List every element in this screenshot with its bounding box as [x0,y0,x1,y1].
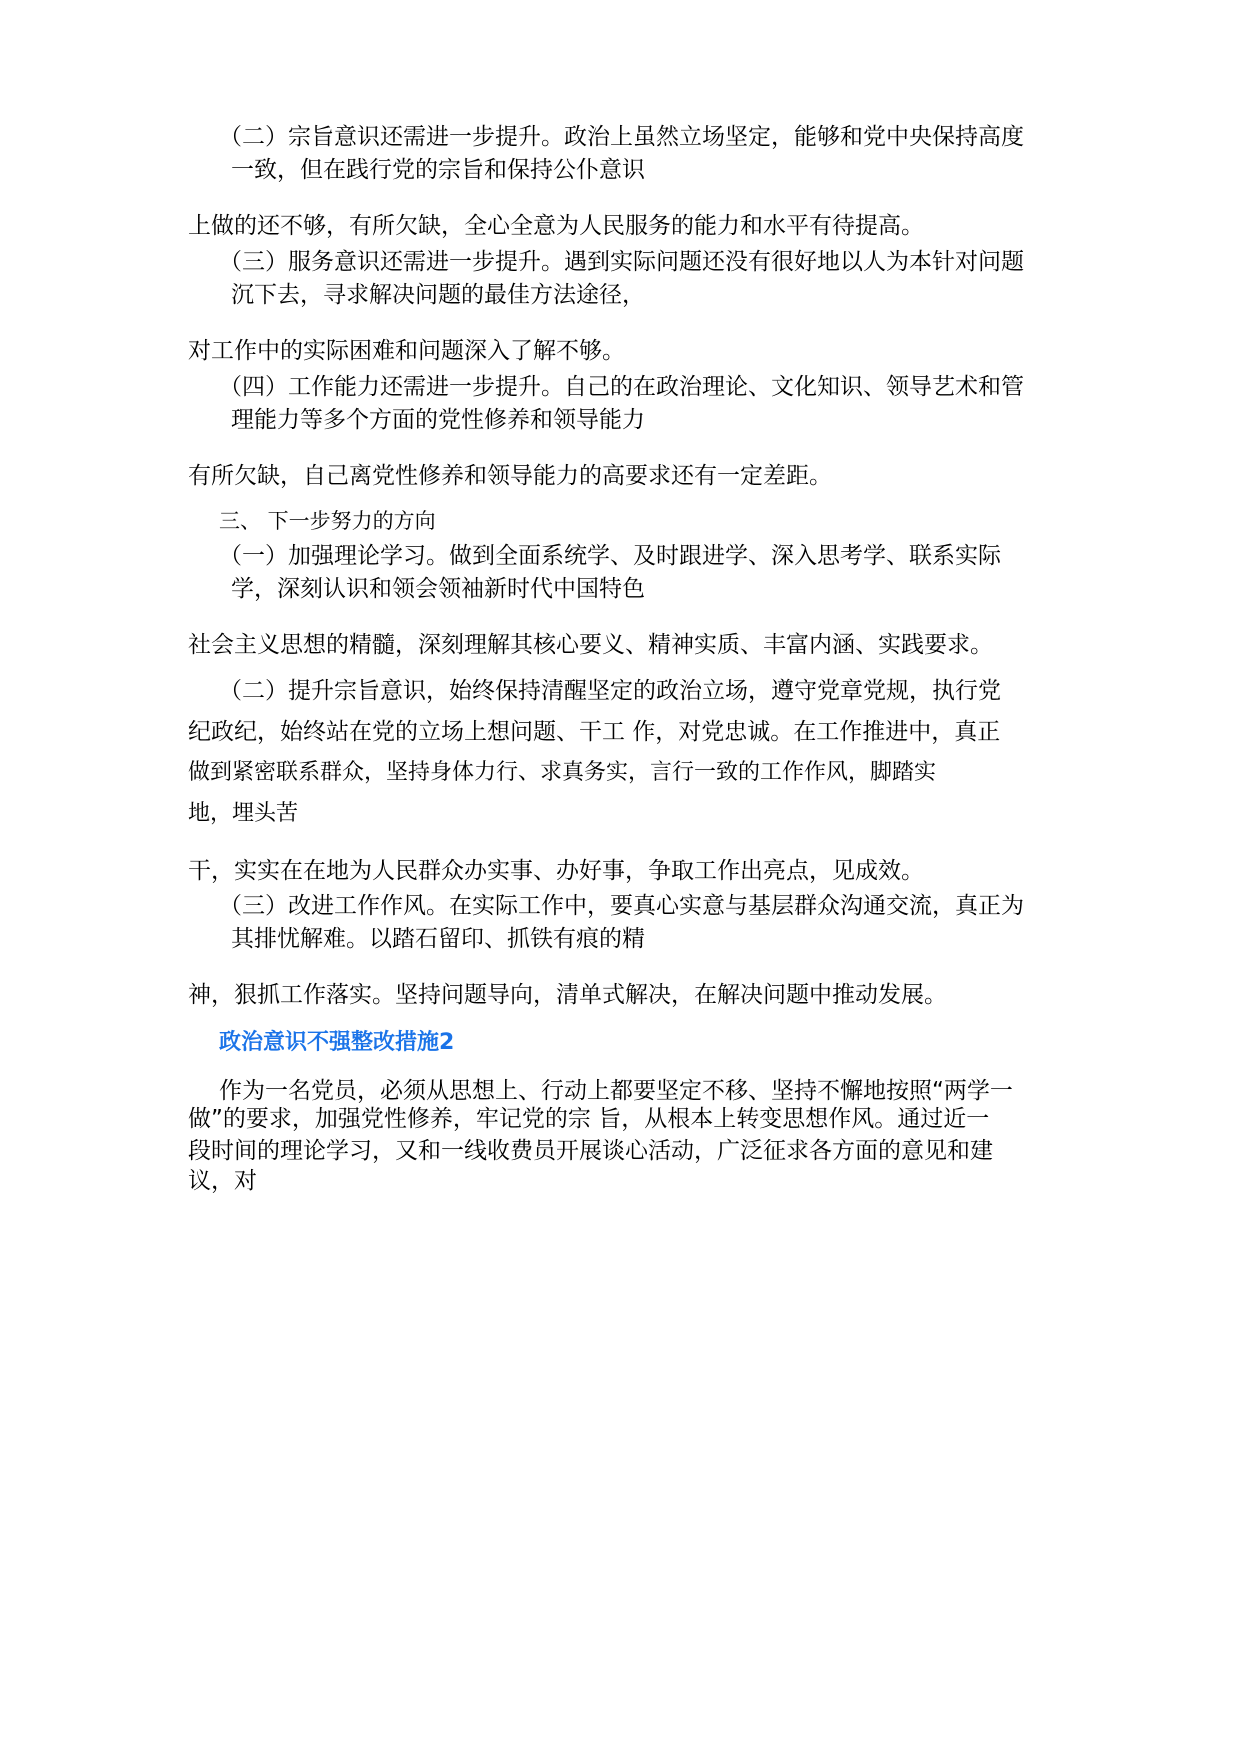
paragraph-line: 做”的要求，加强党性修养，牢记党的宗 旨，从根本上转变思想作风。通过近一 [188,1106,990,1132]
paragraph-line: 作为一名党员，必须从思想上、行动上都要坚定不移、坚持不懈地按照“两学一 [219,1078,1013,1104]
paragraph-line: 一致，但在践行党的宗旨和保持公仆意识 [231,157,645,183]
paragraph-line: 对工作中的实际困难和问题深入了解不够。 [188,338,625,364]
paragraph-line: 学，深刻认识和领会领袖新时代中国特色 [231,576,645,602]
paragraph-line: 社会主义思想的精髓，深刻理解其核心要义、精神实质、丰富内涵、实践要求。 [188,632,993,658]
paragraph-line: 理能力等多个方面的党性修养和领导能力 [231,407,645,433]
paragraph-line: 议，对 [188,1168,257,1194]
paragraph-line: 上做的还不够，有所欠缺，全心全意为人民服务的能力和水平有待提高。 [188,213,924,239]
section-title: 政治意识不强整改措施2 [219,1030,455,1055]
paragraph-line: 段时间的理论学习，又和一线收费员开展谈心活动，广泛征求各方面的意见和建 [188,1138,993,1164]
paragraph-line: （二）宗旨意识还需进一步提升。政治上虽然立场坚定，能够和党中央保持高度 [219,124,1024,150]
paragraph-line: （二）提升宗旨意识，始终保持清醒坚定的政治立场，遵守党章党规，执行党 [219,678,1001,704]
paragraph-line: 干，实实在在地为人民群众办实事、办好事，争取工作出亮点，见成效。 [188,858,924,884]
paragraph-line: （三）改进工作作风。在实际工作中，要真心实意与基层群众沟通交流，真正为 [219,893,1024,919]
paragraph-line: 其排忧解难。以踏石留印、抓铁有痕的精 [231,926,645,952]
paragraph-line: 有所欠缺，自己离党性修养和领导能力的高要求还有一定差距。 [188,463,832,489]
paragraph-line: （三）服务意识还需进一步提升。遇到实际问题还没有很好地以人为本针对问题 [219,249,1024,275]
paragraph-line: （四）工作能力还需进一步提升。自己的在政治理论、文化知识、领导艺术和管 [219,374,1024,400]
paragraph-line: 纪政纪，始终站在党的立场上想问题、干工 作，对党忠诚。在工作推进中，真正 [188,719,1001,745]
paragraph-line: 神，狠抓工作落实。坚持问题导向，清单式解决，在解决问题中推动发展。 [188,982,947,1008]
paragraph-line: 做到紧密联系群众，坚持身体力行、求真务实，言行一致的工作作风，脚踏实 [188,760,937,785]
paragraph-line: 地，埋头苦 [188,801,299,826]
section-heading: 三、 下一步努力的方向 [219,509,436,533]
paragraph-line: 沉下去，寻求解决问题的最佳方法途径， [231,282,645,308]
paragraph-line: （一）加强理论学习。做到全面系统学、及时跟进学、深入思考学、联系实际 [219,543,1001,569]
